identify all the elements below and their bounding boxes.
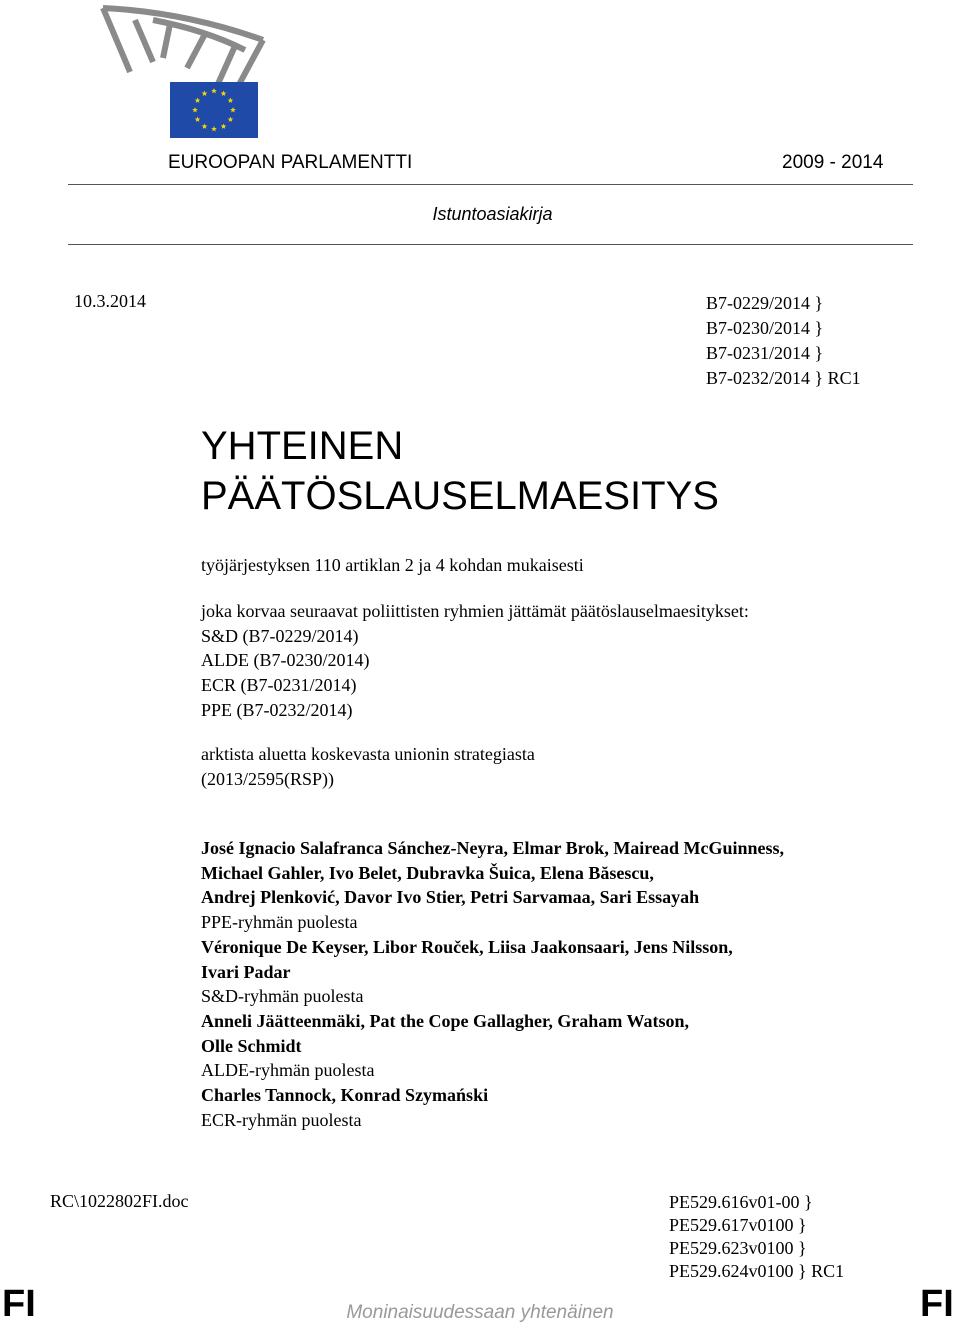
header-rule-top: [68, 184, 913, 185]
european-parliament-logo: [95, 0, 285, 140]
author-names-line: José Ignacio Salafranca Sánchez-Neyra, Elmar Brok, Mairead McGuinness,: [201, 838, 784, 858]
title-line: YHTEINEN: [201, 424, 404, 468]
author-group-label: S&D-ryhmän puolesta: [201, 986, 364, 1007]
institution-name: EUROOPAN PARLAMENTTI: [168, 152, 413, 173]
author-group-label: ALDE-ryhmän puolesta: [201, 1060, 375, 1081]
replaced-motion-item: ALDE (B7-0230/2014): [201, 650, 370, 671]
replaced-motions: [201, 599, 749, 723]
subject-line: arktista aluetta koskevasta unionin strategiasta: [201, 744, 535, 764]
author-names-line: Andrej Plenković, Davor Ivo Stier, Petri Sarvamaa, Sari Essayah: [201, 887, 700, 908]
document-title: [201, 421, 719, 521]
subject: [201, 742, 535, 791]
procedure-rule: työjärjestyksen 110 artiklan 2 ja 4 kohdan mukaisesti: [201, 555, 584, 575]
reference-line: B7-0232/2014 } RC1: [706, 368, 861, 388]
eu-motto: Moninaisuudessaan yhtenäinen: [346, 1302, 614, 1323]
footer-filename: RC\1022802FI.doc: [50, 1191, 189, 1211]
parliamentary-term: 2009 - 2014: [782, 152, 884, 173]
document-type: Istuntoasiakirja: [432, 204, 553, 224]
pe-number: PE529.623v0100 }: [669, 1238, 807, 1258]
pe-number: PE529.624v0100 } RC1: [669, 1261, 845, 1281]
author-names-line: Anneli Jäätteenmäki, Pat the Cope Gallagher, Graham Watson,: [201, 1010, 690, 1031]
replaced-motion-item: ECR (B7-0231/2014): [201, 675, 357, 696]
authors-list: [201, 836, 784, 1132]
title-line: PÄÄTÖSLAUSELMAESITYS: [201, 474, 719, 518]
reference-numbers: [706, 291, 861, 391]
subject-line: (2013/2595(RSP)): [201, 768, 335, 789]
replaces-intro: joka korvaa seuraavat poliittisten ryhmien jättämät päätöslauselmaesitykset:: [201, 601, 749, 621]
author-group-label: ECR-ryhmän puolesta: [201, 1109, 362, 1130]
document-date: 10.3.2014: [74, 291, 146, 311]
author-names-line: Michael Gahler, Ivo Belet, Dubravka Šuica, Elena Băsescu,: [201, 862, 654, 883]
reference-line: B7-0229/2014 }: [706, 293, 824, 313]
author-names-line: Véronique De Keyser, Libor Rouček, Liisa Jaakonsaari, Jens Nilsson,: [201, 936, 733, 957]
reference-line: B7-0231/2014 }: [706, 343, 824, 363]
language-code-left: FI: [2, 1283, 36, 1325]
replaced-motion-item: S&D (B7-0229/2014): [201, 625, 359, 646]
author-names-line: Olle Schmidt: [201, 1035, 302, 1056]
author-group-label: PPE-ryhmän puolesta: [201, 912, 358, 933]
pe-number: PE529.617v0100 }: [669, 1215, 807, 1235]
language-code-right: FI: [920, 1283, 954, 1325]
reference-line: B7-0230/2014 }: [706, 318, 824, 338]
author-names-line: Charles Tannock, Konrad Szymański: [201, 1085, 489, 1106]
replaced-motion-item: PPE (B7-0232/2014): [201, 699, 353, 720]
author-names-line: Ivari Padar: [201, 961, 291, 982]
pe-number: PE529.616v01-00 }: [669, 1192, 813, 1212]
footer-pe-numbers: [669, 1191, 844, 1283]
header-rule-bottom: [68, 244, 913, 245]
